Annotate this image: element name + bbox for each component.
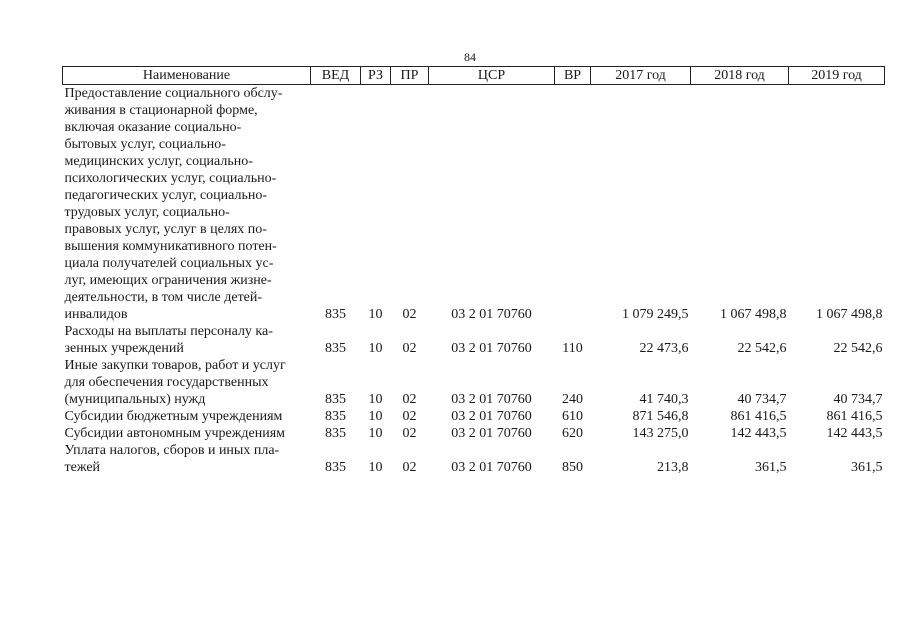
cell-y2018: 1 067 498,8 xyxy=(720,307,787,322)
row-name xyxy=(63,85,311,324)
row-name-line: циала получателей социальных ус- xyxy=(64,256,274,271)
header-2018: 2018 год xyxy=(691,67,789,85)
row-name-line: медицинских услуг, социально- xyxy=(64,154,253,169)
cell-rz: 10 xyxy=(368,409,383,424)
cell-rz: 10 xyxy=(368,341,383,356)
table-row xyxy=(63,442,885,476)
table-row xyxy=(63,85,885,324)
row-name-line: инвалидов xyxy=(64,307,128,322)
row-name-line: включая оказание социально- xyxy=(64,120,242,135)
header-row xyxy=(63,67,885,85)
row-name-line: живания в стационарной форме, xyxy=(64,103,258,118)
cell-y2018: 142 443,5 xyxy=(730,426,787,441)
table-header xyxy=(63,67,885,85)
header-ved: ВЕД xyxy=(311,67,361,85)
header-pr: ПР xyxy=(391,67,429,85)
cell-pr: 02 xyxy=(402,392,417,407)
cell-y2017: 871 546,8 xyxy=(632,409,689,424)
row-name-line: Уплата налогов, сборов и иных пла- xyxy=(64,443,280,458)
row-name-line: Субсидии автономным учреждениям xyxy=(64,426,286,441)
cell-pr: 02 xyxy=(402,409,417,424)
cell-pr: 02 xyxy=(402,307,417,322)
cell-y2019: 142 443,5 xyxy=(826,426,883,441)
cell-csr: 03 2 01 70760 xyxy=(451,307,532,322)
table-row xyxy=(63,425,885,442)
table-row xyxy=(63,323,885,357)
row-name-line: Расходы на выплаты персоналу ка- xyxy=(64,324,273,339)
cell-rz: 10 xyxy=(368,426,383,441)
cell-vr: 850 xyxy=(562,460,583,475)
row-name xyxy=(63,442,311,476)
cell-pr: 02 xyxy=(402,341,417,356)
row-name-line: луг, имеющих ограничения жизне- xyxy=(64,273,272,288)
cell-rz: 10 xyxy=(368,392,383,407)
cell-y2017: 41 740,3 xyxy=(639,392,689,407)
cell-vr: 110 xyxy=(562,341,583,356)
cell-rz: 10 xyxy=(368,307,383,322)
cell-csr: 03 2 01 70760 xyxy=(451,341,532,356)
header-vr: ВР xyxy=(555,67,591,85)
cell-ved: 835 xyxy=(325,341,346,356)
cell-vr: 620 xyxy=(562,426,583,441)
table-row xyxy=(63,408,885,425)
cell-y2018: 861 416,5 xyxy=(730,409,787,424)
cell-csr: 03 2 01 70760 xyxy=(451,426,532,441)
cell-csr: 03 2 01 70760 xyxy=(451,460,532,475)
header-csr: ЦСР xyxy=(429,67,555,85)
cell-pr: 02 xyxy=(402,460,417,475)
row-name xyxy=(63,408,311,425)
row-name-line: трудовых услуг, социально- xyxy=(64,205,230,220)
row-name-line: деятельности, в том числе детей- xyxy=(64,290,263,305)
table-body xyxy=(63,85,885,477)
row-name xyxy=(63,323,311,357)
row-name-line: бытовых услуг, социально- xyxy=(64,137,226,152)
cell-y2018: 361,5 xyxy=(755,460,787,475)
row-name-line: правовых услуг, услуг в целях по- xyxy=(64,222,267,237)
cell-y2019: 22 542,6 xyxy=(833,341,883,356)
cell-y2019: 1 067 498,8 xyxy=(816,307,883,322)
cell-vr xyxy=(555,85,591,324)
row-name-line: вышения коммуникативного потен- xyxy=(64,239,277,254)
row-name-line: Иные закупки товаров, работ и услуг xyxy=(64,358,286,373)
page-number: 84 xyxy=(464,50,476,64)
cell-ved: 835 xyxy=(325,460,346,475)
cell-y2017: 143 275,0 xyxy=(632,426,689,441)
header-2017: 2017 год xyxy=(591,67,691,85)
row-name-line: (муниципальных) нужд xyxy=(64,392,206,407)
cell-y2019: 40 734,7 xyxy=(833,392,883,407)
budget-table xyxy=(62,66,885,476)
cell-y2018: 22 542,6 xyxy=(737,341,787,356)
cell-csr: 03 2 01 70760 xyxy=(451,392,532,407)
cell-ved: 835 xyxy=(325,426,346,441)
cell-ved: 835 xyxy=(325,392,346,407)
header-name: Наименование xyxy=(63,67,311,85)
cell-vr: 240 xyxy=(562,392,583,407)
cell-rz: 10 xyxy=(368,460,383,475)
row-name-line: психологических услуг, социально- xyxy=(64,171,277,186)
row-name xyxy=(63,357,311,408)
row-name-line: зенных учреждений xyxy=(64,341,184,356)
row-name xyxy=(63,425,311,442)
header-2019: 2019 год xyxy=(789,67,885,85)
cell-csr: 03 2 01 70760 xyxy=(451,409,532,424)
cell-y2018: 40 734,7 xyxy=(737,392,787,407)
row-name-line: педагогических услуг, социально- xyxy=(64,188,268,203)
cell-pr: 02 xyxy=(402,426,417,441)
cell-ved: 835 xyxy=(325,409,346,424)
cell-y2019: 861 416,5 xyxy=(826,409,883,424)
row-name-line: Предоставление социального обслу- xyxy=(64,86,283,101)
cell-y2019: 361,5 xyxy=(851,460,883,475)
row-name-line: тежей xyxy=(64,460,101,475)
cell-y2017: 22 473,6 xyxy=(639,341,689,356)
header-rz: РЗ xyxy=(361,67,391,85)
cell-y2017: 213,8 xyxy=(657,460,689,475)
row-name-line: Субсидии бюджетным учреждениям xyxy=(64,409,283,424)
cell-ved: 835 xyxy=(325,307,346,322)
cell-y2017: 1 079 249,5 xyxy=(622,307,689,322)
table-row xyxy=(63,357,885,408)
cell-vr: 610 xyxy=(562,409,583,424)
row-name-line: для обеспечения государственных xyxy=(64,375,269,390)
